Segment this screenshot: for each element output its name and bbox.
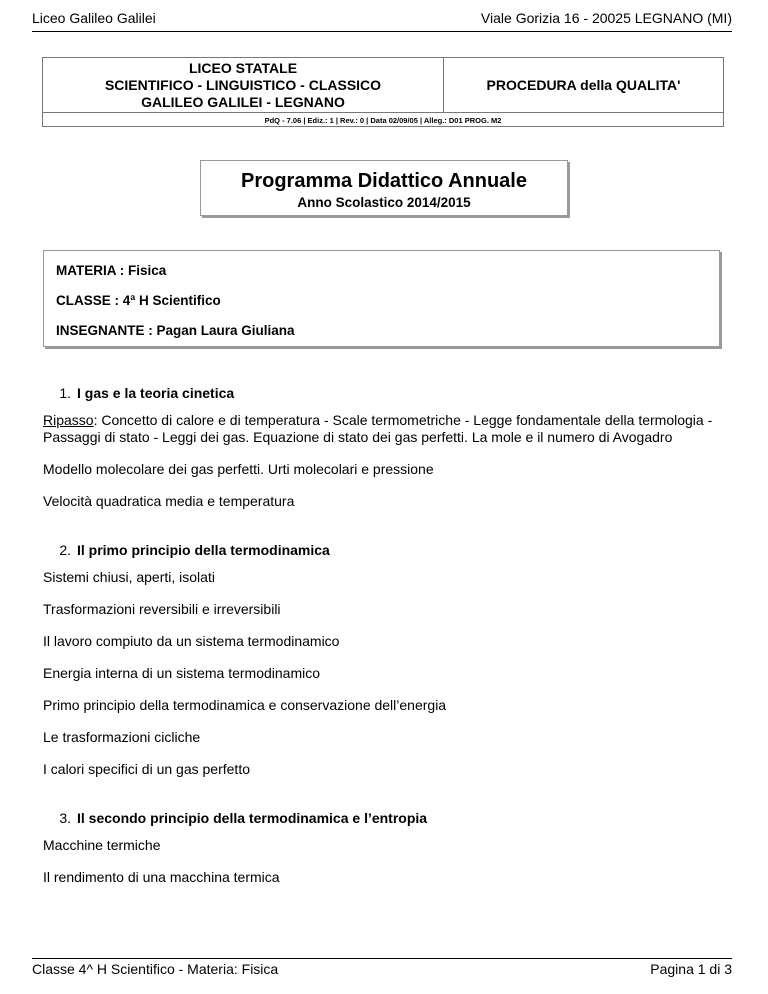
section-title: Il primo principio della termodinamica [77,542,330,558]
page-number: Pagina 1 di 3 [650,961,732,977]
course-info-box [43,250,720,347]
topic-item: Il lavoro compiuto da un sistema termodinamico [43,633,340,649]
section-title: I gas e la teoria cinetica [77,385,235,401]
section-heading [43,542,733,559]
section-2 [43,542,733,778]
subject-line: MATERIA : Fisica [56,263,167,278]
school-year: Anno Scolastico 2014/2015 [297,195,471,210]
page-footer [32,958,732,977]
header-school-name: Liceo Galileo Galilei [32,10,156,26]
topic-item: Sistemi chiusi, aperti, isolati [43,569,215,585]
topic-item: Modello molecolare dei gas perfetti. Urti molecolari e pressione [43,461,434,477]
page-header [32,9,732,32]
document-title-box [200,160,568,216]
section-3 [43,810,733,886]
topic-item: Le trasformazioni cicliche [43,729,201,745]
teacher-line: INSEGNANTE : Pagan Laura Giuliana [56,323,295,338]
procedure-cell [444,58,723,112]
quality-procedure-box [42,57,724,127]
document-meta: PdQ - 7.06 | Ediz.: 1 | Rev.: 0 | Data 02/09/05 | Alleg.: D01 PROG. M2 [264,116,502,125]
footer-class-subject: Classe 4^ H Scientifico - Materia: Fisica [32,961,279,977]
procedure-label: PROCEDURA della QUALITA' [486,77,681,93]
quality-top-row [43,58,723,113]
topic-item: Macchine termiche [43,837,161,853]
topic-item: Primo principio della termodinamica e conservazione dell’energia [43,697,447,713]
review-paragraph [43,412,733,446]
section-number: 2. [59,542,71,558]
review-label: Ripasso [43,412,94,428]
topic-item: I calori specifici di un gas perfetto [43,761,250,777]
review-text: : Concetto di calore e di temperatura - Scale termometriche - Legge fondamentale della termologia - Passaggi di stato - Leggi dei gas. Equazione di stato dei gas perfetti. La mole e il numero di Avogadro [43,412,713,445]
section-title: Il secondo principio della termodinamica e l’entropia [77,810,428,826]
school-line-3: GALILEO GALILEI - LEGNANO [141,93,345,110]
section-number: 1. [59,385,71,401]
program-content [43,385,733,918]
school-line-1: LICEO STATALE [188,59,298,76]
section-1 [43,385,733,510]
section-heading [43,810,733,827]
section-number: 3. [59,810,71,826]
school-line-2: SCIENTIFICO - LINGUISTICO - CLASSICO [104,76,382,93]
topic-item: Il rendimento di una macchina termica [43,869,280,885]
topic-item: Velocità quadratica media e temperatura [43,493,295,509]
topic-item: Energia interna di un sistema termodinamico [43,665,321,681]
topic-item: Trasformazioni reversibili e irreversibili [43,601,281,617]
class-line: CLASSE : 4ª H Scientifico [56,293,221,308]
section-heading [43,385,733,402]
school-identity-cell [43,58,444,112]
document-title: Programma Didattico Annuale [241,170,527,192]
header-address: Viale Gorizia 16 - 20025 LEGNANO (MI) [480,10,732,26]
